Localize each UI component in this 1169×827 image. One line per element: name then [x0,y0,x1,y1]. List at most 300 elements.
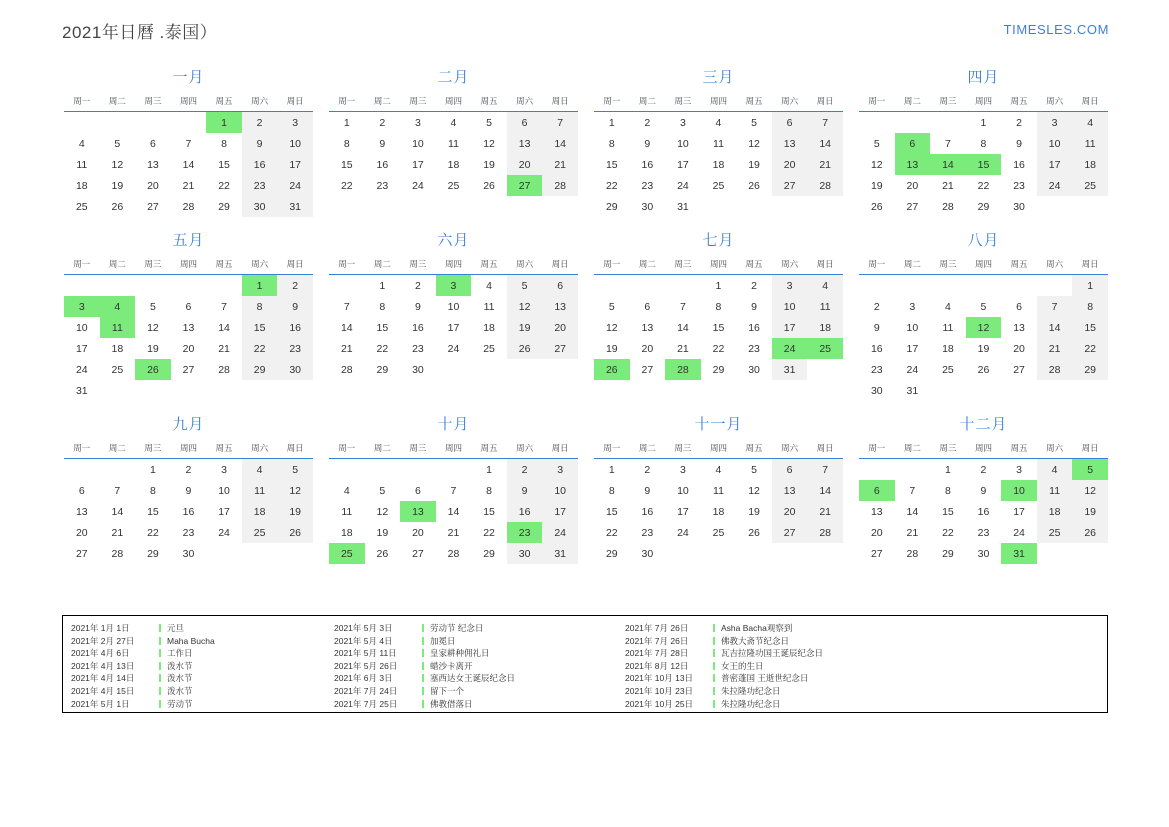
day-cell[interactable]: 29 [977,200,990,213]
day-cell[interactable]: 5 [277,459,313,481]
day-cell[interactable]: 15 [218,158,230,171]
day-cell[interactable]: 19 [977,342,990,355]
day-cell[interactable]: 18 [75,179,88,192]
day-cell[interactable]: 18 [712,158,725,171]
day-cell[interactable]: 23 [277,338,313,359]
day-cell[interactable]: 5 [751,463,757,476]
day-cell[interactable]: 19 [483,158,495,171]
day-cell[interactable]: 5 [149,300,156,313]
day-cell[interactable]: 9 [242,133,278,154]
day-cell[interactable]: 17 [772,317,808,338]
day-cell[interactable]: 12 [605,321,618,334]
day-cell[interactable]: 22 [376,342,389,355]
day-cell-holiday[interactable]: 4 [100,296,136,317]
day-cell[interactable]: 12 [483,137,495,150]
day-cell[interactable]: 11 [448,137,459,150]
day-cell[interactable]: 5 [114,137,121,150]
day-cell[interactable]: 21 [340,342,353,355]
day-cell[interactable]: 21 [447,526,460,539]
day-cell[interactable]: 10 [218,484,230,497]
day-cell[interactable]: 31 [906,384,919,397]
day-cell[interactable]: 10 [1037,133,1073,154]
day-cell-holiday[interactable]: 26 [594,359,630,380]
day-cell[interactable]: 8 [486,484,492,497]
day-cell[interactable]: 26 [1072,522,1108,543]
day-cell[interactable]: 7 [1037,296,1073,317]
day-cell-holiday[interactable]: 1 [242,275,278,297]
day-cell[interactable]: 5 [873,137,880,150]
day-cell-holiday[interactable]: 3 [436,275,472,297]
day-cell[interactable]: 18 [242,501,278,522]
day-cell[interactable]: 14 [1037,317,1073,338]
day-cell[interactable]: 26 [277,522,313,543]
day-cell[interactable]: 25 [712,179,725,192]
day-cell[interactable]: 11 [1037,480,1073,501]
day-cell[interactable]: 22 [218,179,230,192]
day-cell[interactable]: 23 [641,526,654,539]
day-cell[interactable]: 8 [379,300,386,313]
day-cell[interactable]: 13 [147,158,159,171]
day-cell[interactable]: 29 [483,547,495,560]
day-cell[interactable]: 29 [376,363,389,376]
day-cell[interactable]: 28 [807,175,843,196]
day-cell[interactable]: 6 [78,484,85,497]
day-cell-holiday[interactable]: 1 [206,112,242,134]
day-cell[interactable]: 24 [218,526,230,539]
day-cell[interactable]: 12 [111,158,124,171]
day-cell[interactable]: 3 [1016,463,1022,476]
day-cell[interactable]: 14 [542,133,578,154]
day-cell[interactable]: 24 [277,175,313,196]
day-cell[interactable]: 6 [542,275,578,297]
day-cell[interactable]: 11 [713,137,724,150]
day-cell[interactable]: 15 [1072,317,1108,338]
day-cell[interactable]: 28 [447,547,460,560]
day-cell[interactable]: 6 [1016,300,1022,313]
day-cell[interactable]: 27 [772,175,808,196]
day-cell[interactable]: 13 [772,480,808,501]
day-cell[interactable]: 30 [182,547,195,560]
day-cell[interactable]: 20 [906,179,919,192]
day-cell[interactable]: 11 [807,296,843,317]
day-cell[interactable]: 15 [242,317,278,338]
day-cell[interactable]: 9 [277,296,313,317]
day-cell[interactable]: 16 [376,158,389,171]
day-cell[interactable]: 21 [807,154,843,175]
day-cell[interactable]: 27 [542,338,578,359]
day-cell[interactable]: 2 [185,463,192,476]
day-cell[interactable]: 20 [1013,342,1025,355]
day-cell[interactable]: 27 [182,363,195,376]
day-cell[interactable]: 24 [542,522,578,543]
day-cell[interactable]: 12 [748,484,760,497]
day-cell[interactable]: 31 [75,384,88,397]
day-cell[interactable]: 28 [111,547,124,560]
day-cell[interactable]: 8 [608,484,615,497]
day-cell[interactable]: 2 [644,463,651,476]
day-cell[interactable]: 1 [608,463,615,476]
day-cell[interactable]: 23 [748,342,760,355]
day-cell[interactable]: 10 [412,137,424,150]
day-cell[interactable]: 3 [221,463,227,476]
day-cell[interactable]: 9 [751,300,757,313]
day-cell[interactable]: 15 [942,505,954,518]
day-cell[interactable]: 28 [340,363,353,376]
day-cell[interactable]: 3 [414,116,421,129]
day-cell[interactable]: 19 [748,505,760,518]
day-cell[interactable]: 21 [677,342,689,355]
day-cell[interactable]: 27 [412,547,424,560]
day-cell[interactable]: 25 [242,522,278,543]
day-cell-holiday[interactable]: 31 [1001,543,1037,564]
day-cell[interactable]: 22 [1072,338,1108,359]
day-cell[interactable]: 22 [712,342,725,355]
day-cell[interactable]: 29 [605,200,618,213]
day-cell[interactable]: 18 [712,505,725,518]
day-cell[interactable]: 17 [1013,505,1025,518]
day-cell[interactable]: 9 [980,484,987,497]
day-cell[interactable]: 22 [977,179,990,192]
day-cell[interactable]: 30 [277,359,313,380]
day-cell[interactable]: 19 [1072,501,1108,522]
day-cell[interactable]: 25 [111,363,124,376]
day-cell[interactable]: 14 [807,133,843,154]
day-cell[interactable]: 4 [486,279,492,292]
day-cell[interactable]: 24 [677,179,689,192]
day-cell[interactable]: 11 [713,484,724,497]
day-cell[interactable]: 1 [1072,275,1108,297]
day-cell[interactable]: 27 [75,547,88,560]
day-cell[interactable]: 4 [944,300,951,313]
day-cell[interactable]: 14 [677,321,689,334]
day-cell[interactable]: 2 [507,459,543,481]
day-cell[interactable]: 18 [942,342,954,355]
day-cell[interactable]: 8 [242,296,278,317]
day-cell[interactable]: 19 [376,526,389,539]
day-cell[interactable]: 4 [715,463,722,476]
day-cell[interactable]: 11 [942,321,954,334]
day-cell[interactable]: 3 [909,300,916,313]
day-cell-holiday[interactable]: 5 [1072,459,1108,481]
day-cell[interactable]: 4 [78,137,85,150]
day-cell[interactable]: 3 [679,463,686,476]
day-cell[interactable]: 26 [977,363,990,376]
day-cell[interactable]: 6 [507,112,543,134]
day-cell[interactable]: 13 [75,505,88,518]
day-cell[interactable]: 14 [182,158,195,171]
day-cell[interactable]: 2 [751,279,757,292]
day-cell[interactable]: 2 [644,116,651,129]
day-cell[interactable]: 16 [277,317,313,338]
day-cell[interactable]: 29 [942,547,954,560]
day-cell[interactable]: 24 [412,179,424,192]
day-cell[interactable]: 31 [772,359,808,380]
day-cell[interactable]: 15 [376,321,389,334]
day-cell[interactable]: 30 [641,547,654,560]
day-cell[interactable]: 29 [712,363,725,376]
day-cell[interactable]: 21 [542,154,578,175]
day-cell[interactable]: 10 [677,484,689,497]
day-cell[interactable]: 11 [483,300,495,313]
day-cell[interactable]: 21 [111,526,124,539]
day-cell[interactable]: 2 [1016,116,1022,129]
day-cell[interactable]: 9 [644,137,651,150]
day-cell[interactable]: 29 [1072,359,1108,380]
day-cell[interactable]: 17 [1037,154,1073,175]
day-cell[interactable]: 23 [641,179,654,192]
day-cell[interactable]: 21 [807,501,843,522]
day-cell[interactable]: 20 [182,342,195,355]
day-cell[interactable]: 30 [977,547,990,560]
day-cell[interactable]: 13 [507,133,543,154]
day-cell[interactable]: 19 [870,179,883,192]
day-cell[interactable]: 15 [605,505,618,518]
day-cell[interactable]: 1 [608,116,615,129]
day-cell[interactable]: 10 [75,321,88,334]
day-cell[interactable]: 3 [772,275,808,297]
day-cell[interactable]: 23 [182,526,195,539]
day-cell[interactable]: 15 [483,505,495,518]
day-cell[interactable]: 13 [870,505,883,518]
day-cell[interactable]: 31 [277,196,313,217]
day-cell[interactable]: 22 [242,338,278,359]
day-cell[interactable]: 17 [218,505,230,518]
day-cell[interactable]: 28 [182,200,195,213]
day-cell-holiday[interactable]: 25 [329,543,365,564]
day-cell-holiday[interactable]: 3 [64,296,100,317]
day-cell[interactable]: 17 [677,158,689,171]
day-cell[interactable]: 7 [944,137,951,150]
day-cell[interactable]: 17 [542,501,578,522]
day-cell[interactable]: 26 [748,526,760,539]
day-cell[interactable]: 20 [147,179,159,192]
day-cell[interactable]: 15 [712,321,725,334]
day-cell[interactable]: 20 [542,317,578,338]
day-cell[interactable]: 9 [414,300,421,313]
day-cell[interactable]: 12 [748,137,760,150]
day-cell[interactable]: 4 [715,116,722,129]
day-cell[interactable]: 13 [542,296,578,317]
day-cell[interactable]: 30 [242,196,278,217]
day-cell[interactable]: 27 [906,200,919,213]
day-cell[interactable]: 14 [218,321,230,334]
day-cell[interactable]: 26 [870,200,883,213]
day-cell[interactable]: 19 [507,317,543,338]
day-cell[interactable]: 2 [379,116,386,129]
day-cell[interactable]: 2 [873,300,880,313]
day-cell[interactable]: 14 [807,480,843,501]
day-cell[interactable]: 6 [149,137,156,150]
day-cell[interactable]: 7 [185,137,192,150]
day-cell[interactable]: 2 [277,275,313,297]
day-cell[interactable]: 14 [111,505,124,518]
day-cell[interactable]: 6 [185,300,192,313]
day-cell[interactable]: 19 [605,342,618,355]
day-cell[interactable]: 26 [376,547,389,560]
day-cell[interactable]: 13 [1013,321,1025,334]
day-cell[interactable]: 28 [542,175,578,196]
day-cell[interactable]: 6 [772,459,808,481]
day-cell[interactable]: 16 [242,154,278,175]
day-cell[interactable]: 1 [343,116,350,129]
day-cell[interactable]: 25 [942,363,954,376]
day-cell[interactable]: 25 [1072,175,1108,196]
day-cell[interactable]: 8 [149,484,156,497]
day-cell[interactable]: 31 [677,200,689,213]
day-cell[interactable]: 16 [507,501,543,522]
day-cell[interactable]: 4 [1072,112,1108,134]
day-cell[interactable]: 24 [1013,526,1025,539]
day-cell[interactable]: 5 [507,275,543,297]
day-cell-holiday[interactable]: 26 [135,359,171,380]
day-cell[interactable]: 29 [218,200,230,213]
day-cell[interactable]: 9 [644,484,651,497]
day-cell[interactable]: 3 [542,459,578,481]
day-cell[interactable]: 7 [807,112,843,134]
day-cell[interactable]: 18 [447,158,460,171]
day-cell[interactable]: 11 [242,480,278,501]
day-cell-holiday[interactable]: 14 [930,154,966,175]
day-cell-holiday[interactable]: 23 [507,522,543,543]
day-cell[interactable]: 1 [980,116,987,129]
day-cell[interactable]: 7 [114,484,121,497]
day-cell[interactable]: 9 [185,484,192,497]
day-cell[interactable]: 5 [980,300,987,313]
day-cell[interactable]: 19 [277,501,313,522]
day-cell-holiday[interactable]: 15 [966,154,1002,175]
day-cell[interactable]: 18 [1072,154,1108,175]
day-cell-holiday[interactable]: 27 [507,175,543,196]
day-cell[interactable]: 4 [343,484,350,497]
day-cell[interactable]: 2 [414,279,421,292]
day-cell[interactable]: 25 [447,179,460,192]
day-cell[interactable]: 12 [870,158,883,171]
day-cell[interactable]: 3 [679,116,686,129]
day-cell[interactable]: 28 [906,547,919,560]
day-cell[interactable]: 11 [1072,133,1108,154]
day-cell[interactable]: 1 [379,279,386,292]
day-cell[interactable]: 23 [870,363,883,376]
day-cell[interactable]: 27 [147,200,159,213]
day-cell-holiday[interactable]: 6 [895,133,931,154]
day-cell[interactable]: 27 [1013,363,1025,376]
day-cell[interactable]: 21 [182,179,195,192]
day-cell[interactable]: 22 [483,526,495,539]
day-cell[interactable]: 22 [605,526,618,539]
day-cell[interactable]: 4 [1037,459,1073,481]
day-cell[interactable]: 22 [605,179,618,192]
day-cell[interactable]: 7 [221,300,227,313]
day-cell-holiday[interactable]: 24 [772,338,808,359]
day-cell[interactable]: 30 [412,363,424,376]
day-cell[interactable]: 16 [641,158,654,171]
day-cell[interactable]: 9 [507,480,543,501]
day-cell[interactable]: 10 [277,133,313,154]
day-cell[interactable]: 31 [542,543,578,564]
day-cell[interactable]: 21 [218,342,230,355]
day-cell[interactable]: 24 [677,526,689,539]
day-cell[interactable]: 8 [608,137,615,150]
day-cell-holiday[interactable]: 25 [807,338,843,359]
day-cell-holiday[interactable]: 13 [400,501,436,522]
day-cell[interactable]: 2 [242,112,278,134]
day-cell[interactable]: 28 [1037,359,1073,380]
day-cell[interactable]: 30 [870,384,883,397]
day-cell[interactable]: 6 [414,484,421,497]
day-cell[interactable]: 17 [677,505,689,518]
day-cell[interactable]: 20 [75,526,88,539]
day-cell[interactable]: 11 [341,505,353,518]
day-cell[interactable]: 12 [1072,480,1108,501]
day-cell[interactable]: 20 [870,526,883,539]
day-cell[interactable]: 17 [447,321,460,334]
day-cell[interactable]: 7 [542,112,578,134]
day-cell[interactable]: 10 [542,480,578,501]
day-cell[interactable]: 6 [644,300,651,313]
day-cell[interactable]: 11 [76,158,88,171]
day-cell[interactable]: 24 [906,363,919,376]
day-cell[interactable]: 23 [412,342,424,355]
day-cell[interactable]: 20 [772,154,808,175]
day-cell[interactable]: 16 [977,505,990,518]
day-cell-holiday[interactable]: 12 [966,317,1002,338]
day-cell[interactable]: 7 [450,484,457,497]
day-cell[interactable]: 13 [641,321,654,334]
day-cell[interactable]: 6 [772,112,808,134]
day-cell[interactable]: 20 [772,501,808,522]
day-cell[interactable]: 20 [412,526,424,539]
day-cell[interactable]: 5 [608,300,615,313]
day-cell[interactable]: 4 [450,116,457,129]
day-cell[interactable]: 22 [340,179,353,192]
day-cell[interactable]: 26 [483,179,495,192]
day-cell[interactable]: 22 [942,526,954,539]
day-cell[interactable]: 16 [641,505,654,518]
day-cell[interactable]: 1 [149,463,156,476]
day-cell[interactable]: 4 [242,459,278,481]
day-cell[interactable]: 8 [343,137,350,150]
day-cell[interactable]: 26 [507,338,543,359]
day-cell[interactable]: 29 [242,359,278,380]
day-cell[interactable]: 8 [944,484,951,497]
day-cell[interactable]: 7 [343,300,350,313]
day-cell[interactable]: 23 [242,175,278,196]
day-cell[interactable]: 13 [182,321,195,334]
day-cell[interactable]: 30 [1013,200,1025,213]
day-cell[interactable]: 25 [75,200,88,213]
day-cell[interactable]: 23 [977,526,990,539]
day-cell[interactable]: 20 [641,342,654,355]
day-cell[interactable]: 5 [486,116,492,129]
day-cell[interactable]: 30 [641,200,654,213]
day-cell[interactable]: 16 [182,505,195,518]
day-cell[interactable]: 17 [906,342,919,355]
day-cell[interactable]: 8 [715,300,722,313]
day-cell[interactable]: 12 [507,296,543,317]
day-cell-holiday[interactable]: 6 [859,480,895,501]
day-cell[interactable]: 21 [906,526,919,539]
day-cell[interactable]: 17 [277,154,313,175]
day-cell[interactable]: 19 [748,158,760,171]
day-cell[interactable]: 12 [277,480,313,501]
day-cell[interactable]: 25 [712,526,725,539]
day-cell[interactable]: 18 [807,317,843,338]
day-cell[interactable]: 19 [111,179,124,192]
day-cell[interactable]: 8 [221,137,227,150]
day-cell-holiday[interactable]: 11 [100,317,136,338]
day-cell[interactable]: 26 [111,200,124,213]
day-cell[interactable]: 28 [218,363,230,376]
